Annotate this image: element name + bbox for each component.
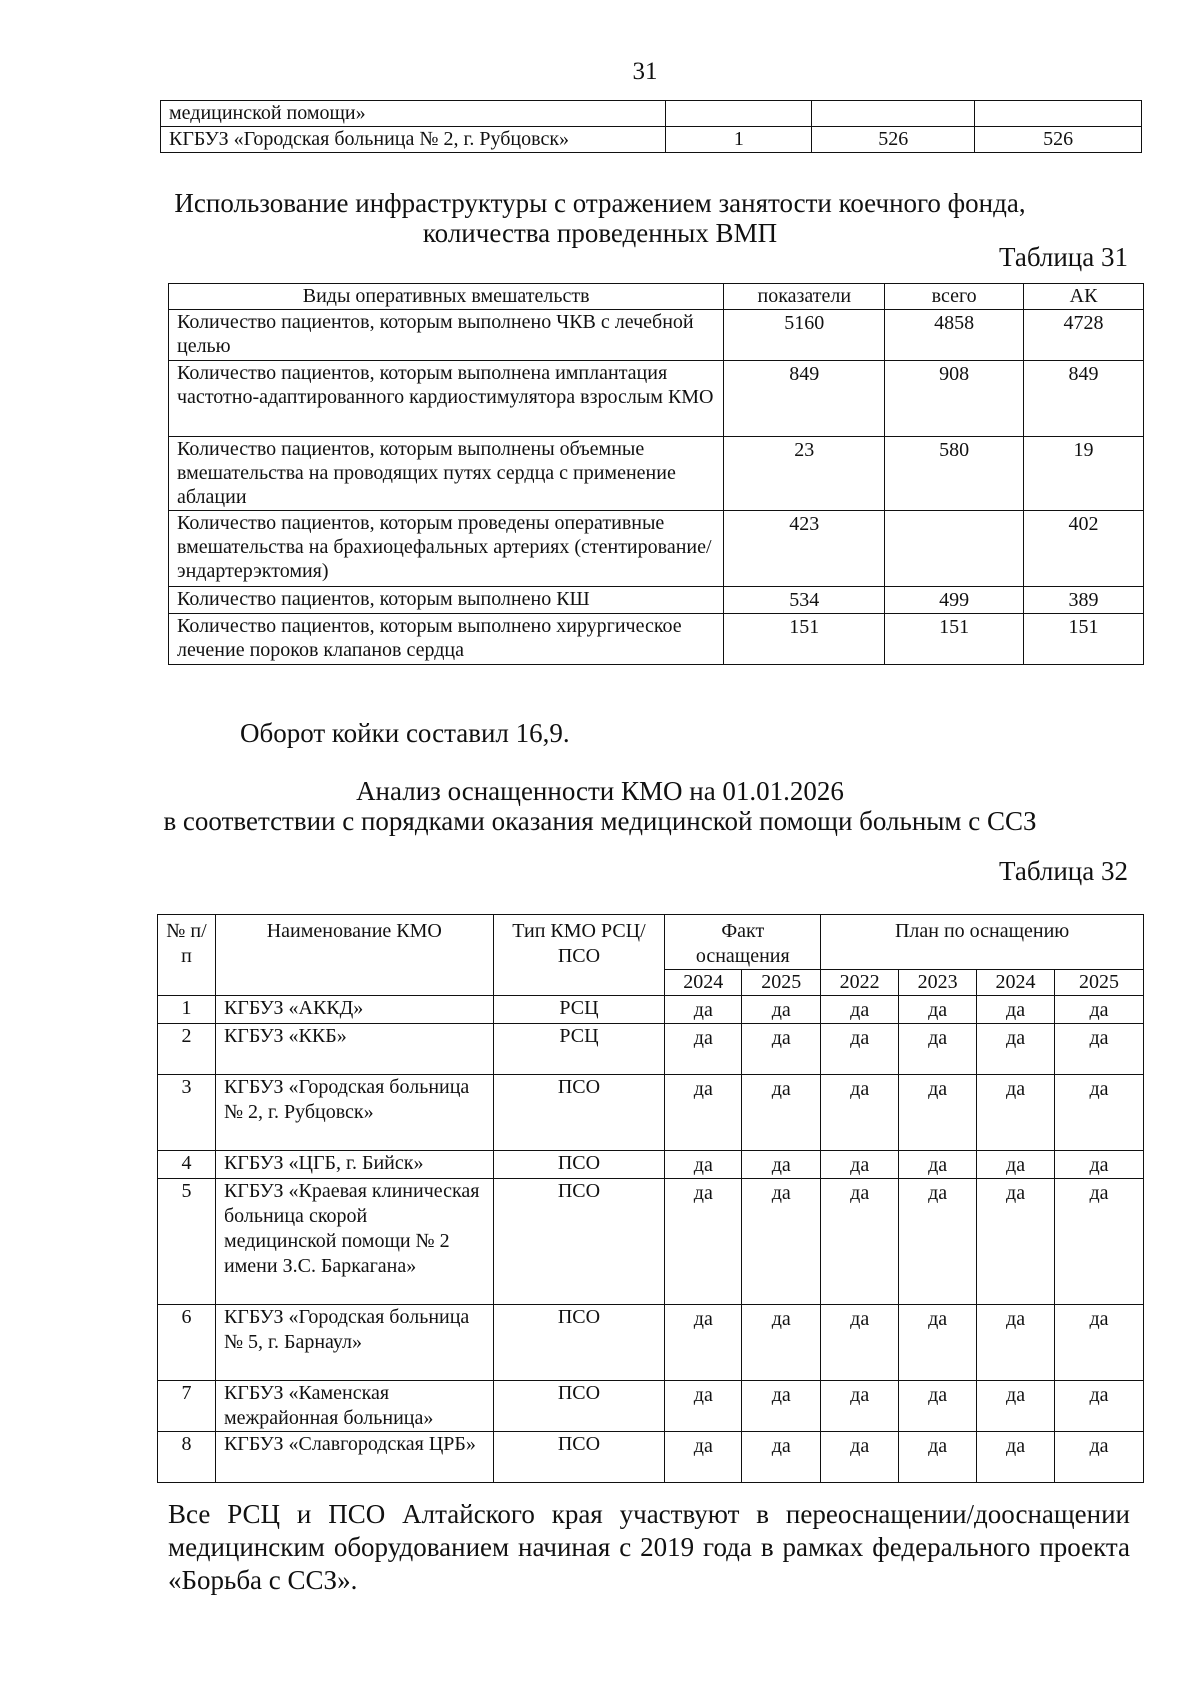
table31-header-total: всего [885,284,1024,310]
section1-heading-line1: Использование инфраструктуры с отражением занятости коечного фонда, [174,188,1026,218]
table31-intervention: Количество пациентов, которым выполнено КШ [169,587,724,614]
table32-plan-year: 2023 [899,970,977,996]
table32-name: КГБУЗ «Славгородская ЦРБ» [215,1432,493,1483]
table32-num: 3 [158,1075,216,1151]
table32-value: да [821,1151,899,1179]
table32-value: да [821,1179,899,1305]
table32-num: 4 [158,1151,216,1179]
table32-value: да [977,1075,1055,1151]
section1-heading [0,188,1200,248]
table31-total: 151 [885,614,1024,665]
table31-ak: 849 [1024,361,1144,437]
table32-value: да [899,1381,977,1432]
table31-total: 908 [885,361,1024,437]
table32-type: ПСО [493,1305,665,1381]
table32-header-row [158,915,1144,970]
table32-plan-year: 2022 [821,970,899,996]
table32-fact-year: 2025 [742,970,821,996]
table31-header-ak: АК [1024,284,1144,310]
table32-row [158,996,1144,1024]
table32-num: 2 [158,1024,216,1075]
table32-name: КГБУЗ «ККБ» [215,1024,493,1075]
table32-value: да [899,1075,977,1151]
continuation-name: КГБУЗ «Городская больница № 2, г. Рубцовск» [161,127,666,153]
table31-header-type: Виды оперативных вмешательств [169,284,724,310]
continuation-value: 526 [975,127,1142,153]
table32-row [158,1305,1144,1381]
table32-value: да [1055,1075,1144,1151]
continuation-value [975,101,1142,127]
table31-indicators: 5160 [724,310,885,361]
page-number: 31 [632,58,658,85]
table32-row [158,1432,1144,1483]
continuation-value: 526 [812,127,975,153]
closing-paragraph: Все РСЦ и ПСО Алтайского края участвуют в переоснащении/дооснащении медицинским оборудованием начиная с 2019 года в рамках федерального проекта «Борьба с ССЗ». [168,1499,1130,1595]
section2-heading [0,776,1200,836]
continuation-value: 1 [666,127,812,153]
bed-turnover-note: Оборот койки составил 16,9. [240,718,570,748]
table31-intervention: Количество пациентов, которым выполнено ЧКВ с лечебной целью [169,310,724,361]
table32-value: да [665,1381,742,1432]
table31-ak: 389 [1024,587,1144,614]
table32-row [158,1179,1144,1305]
table32-value: да [1055,1381,1144,1432]
table32-value: да [821,1075,899,1151]
table31-row [169,587,1144,614]
table32-name: КГБУЗ «Каменская межрайонная больница» [215,1381,493,1432]
table32-value: да [742,996,821,1024]
table-32 [157,914,1144,1483]
table32-type: ПСО [493,1179,665,1305]
table32-value: да [821,1432,899,1483]
table32-num: 8 [158,1432,216,1483]
table32-value: да [742,1024,821,1075]
table32-value: да [665,1075,742,1151]
table32-value: да [821,1305,899,1381]
table31-ak: 151 [1024,614,1144,665]
table31-row [169,614,1144,665]
table31-indicators: 534 [724,587,885,614]
table32-row [158,1075,1144,1151]
table32-value: да [1055,1432,1144,1483]
table32-row [158,1151,1144,1179]
table32-value: да [742,1179,821,1305]
table32-value: да [977,1432,1055,1483]
table32-type: ПСО [493,1151,665,1179]
table31-indicators: 849 [724,361,885,437]
table31-ak: 402 [1024,511,1144,587]
table32-value: да [899,1432,977,1483]
table32-type: ПСО [493,1075,665,1151]
table31-header-row [169,284,1144,310]
table32-name: КГБУЗ «ЦГБ, г. Бийск» [215,1151,493,1179]
table32-value: да [821,1381,899,1432]
table31-intervention: Количество пациентов, которым выполнено хирургическое лечение пороков клапанов сердца [169,614,724,665]
table32-row [158,1024,1144,1075]
table31-row [169,310,1144,361]
table32-header-fact: Факт оснащения [665,915,821,970]
table32-value: да [1055,1151,1144,1179]
table32-label: Таблица 32 [999,856,1128,886]
table31-row [169,361,1144,437]
table32-value: да [977,1024,1055,1075]
table32-value: да [665,996,742,1024]
continuation-name: медицинской помощи» [161,101,666,127]
table31-indicators: 151 [724,614,885,665]
table32-name: КГБУЗ «АККД» [215,996,493,1024]
table31-ak: 4728 [1024,310,1144,361]
table32-header-num: № п/п [158,915,216,996]
section1-heading-line2: количества проведенных ВМП [422,218,778,248]
table31-indicators: 23 [724,437,885,511]
table32-name: КГБУЗ «Городская больница № 2, г. Рубцовск» [215,1075,493,1151]
table32-header-plan: План по оснащению [821,915,1144,970]
table32-name: КГБУЗ «Городская больница № 5, г. Барнаул» [215,1305,493,1381]
table32-value: да [977,1305,1055,1381]
table32-num: 7 [158,1381,216,1432]
continuation-table [160,100,1142,153]
table32-value: да [977,1179,1055,1305]
section2-heading-line2: в соответствии с порядками оказания медицинской помощи больным с ССЗ [163,806,1037,836]
table32-value: да [977,1381,1055,1432]
table32-num: 6 [158,1305,216,1381]
table32-value: да [1055,996,1144,1024]
table31-total: 4858 [885,310,1024,361]
table32-value: да [1055,1305,1144,1381]
table32-value: да [821,996,899,1024]
table32-name: КГБУЗ «Краевая клиническая больница скорой медицинской помощи № 2 имени З.С. Баркагана» [215,1179,493,1305]
table32-value: да [977,996,1055,1024]
table32-value: да [899,1179,977,1305]
table32-value: да [977,1151,1055,1179]
continuation-value [812,101,975,127]
table31-row [169,511,1144,587]
table32-header-type: Тип КМО РСЦ/ПСО [493,915,665,996]
table31-intervention: Количество пациентов, которым выполнена имплантация частотно-адаптированного кардиостимулятора взрослым КМО [169,361,724,437]
table31-ak: 19 [1024,437,1144,511]
table32-value: да [665,1305,742,1381]
table31-intervention: Количество пациентов, которым проведены оперативные вмешательства на брахиоцефальных артериях (стентирование/эндартерэктомия) [169,511,724,587]
table32-fact-year: 2024 [665,970,742,996]
table32-plan-year: 2025 [1055,970,1144,996]
table31-label: Таблица 31 [999,242,1128,272]
table-31 [168,283,1144,665]
table32-header-name: Наименование КМО [215,915,493,996]
table32-num: 1 [158,996,216,1024]
table32-type: ПСО [493,1432,665,1483]
table32-value: да [821,1024,899,1075]
continuation-row [161,127,1142,153]
table32-value: да [742,1305,821,1381]
table32-value: да [742,1381,821,1432]
table32-value: да [899,1024,977,1075]
table32-value: да [899,1151,977,1179]
table32-value: да [665,1024,742,1075]
table31-total [885,511,1024,587]
table32-value: да [665,1151,742,1179]
table32-type: РСЦ [493,1024,665,1075]
continuation-value [666,101,812,127]
table32-type: РСЦ [493,996,665,1024]
table31-total: 499 [885,587,1024,614]
table32-value: да [1055,1179,1144,1305]
table31-total: 580 [885,437,1024,511]
table32-plan-year: 2024 [977,970,1055,996]
table32-value: да [899,996,977,1024]
table32-value: да [742,1432,821,1483]
table32-value: да [742,1151,821,1179]
table32-value: да [899,1305,977,1381]
section2-heading-line1: Анализ оснащенности КМО на 01.01.2026 [356,776,844,806]
continuation-row [161,101,1142,127]
table32-type: ПСО [493,1381,665,1432]
table31-intervention: Количество пациентов, которым выполнены объемные вмешательства на проводящих путях сердца с применение аблации [169,437,724,511]
table31-indicators: 423 [724,511,885,587]
table32-value: да [1055,1024,1144,1075]
table32-num: 5 [158,1179,216,1305]
table32-value: да [665,1179,742,1305]
table31-header-indicators: показатели [724,284,885,310]
table31-row [169,437,1144,511]
table32-row [158,1381,1144,1432]
table32-value: да [665,1432,742,1483]
table32-value: да [742,1075,821,1151]
